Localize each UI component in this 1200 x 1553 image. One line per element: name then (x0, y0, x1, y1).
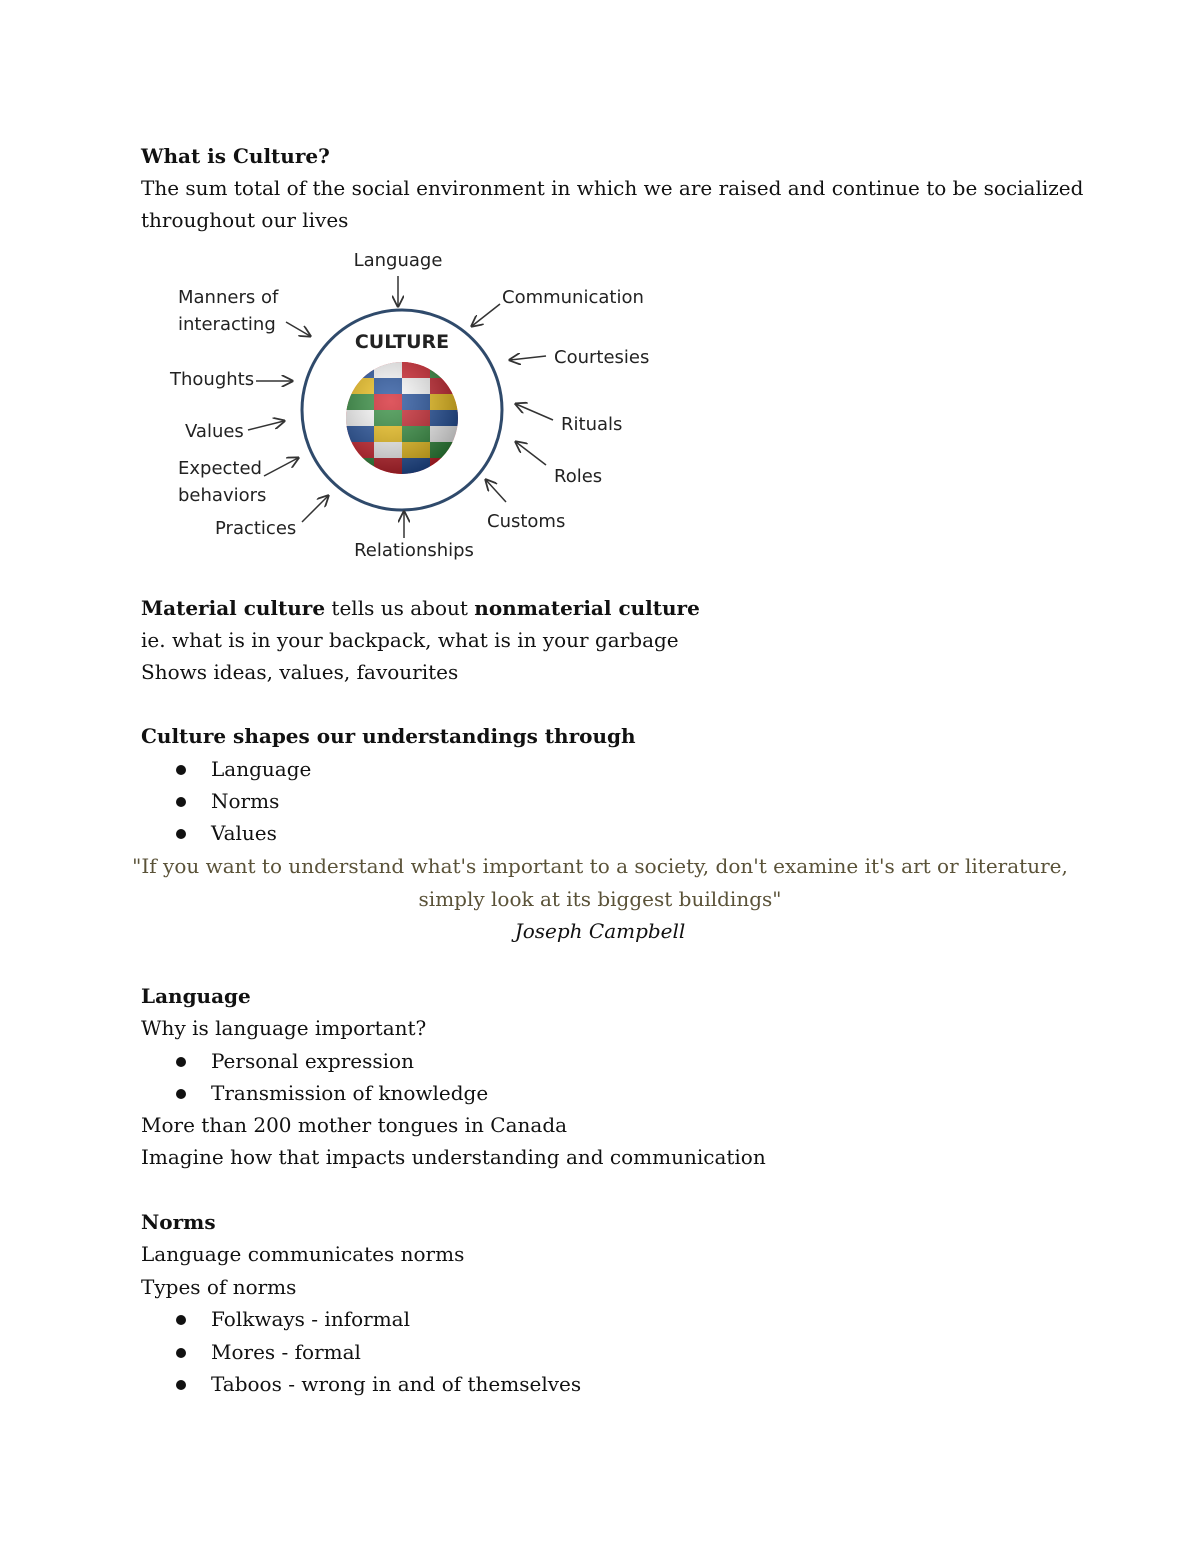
label-manners-1: Manners of (178, 287, 279, 308)
bullet-icon (176, 765, 186, 775)
list-item: Taboos - wrong in and of themselves (211, 1372, 582, 1396)
arrow-values (248, 421, 284, 430)
label-manners-2: interacting (178, 314, 276, 335)
label-roles: Roles (554, 466, 603, 487)
label-thoughts: Thoughts (170, 369, 255, 390)
language-heading: Language (141, 984, 251, 1008)
definition-line-1: The sum total of the social environment in which we are raised and continue to be socialized (141, 176, 1084, 200)
norms-line-1: Language communicates norms (141, 1242, 465, 1266)
arrow-manners (286, 322, 310, 336)
bullet-icon (176, 829, 186, 839)
label-practices: Practices (215, 518, 297, 539)
list-item: Norms (211, 789, 280, 813)
list-item: Mores - formal (211, 1340, 361, 1364)
language-line-2: Imagine how that impacts understanding and communication (141, 1145, 766, 1169)
arrow-communication (472, 304, 500, 326)
flags-globe-image (346, 362, 458, 474)
section-heading-what-is-culture: What is Culture? (141, 144, 330, 168)
label-language: Language (353, 250, 443, 271)
culture-diagram (160, 240, 660, 570)
bullet-icon (176, 1380, 186, 1390)
arrow-customs (486, 480, 506, 502)
quote-line-1: "If you want to understand what's important to a society, don't examine it's art or literature, (132, 854, 1068, 878)
material-culture-heading (141, 592, 700, 624)
material-culture-mid: tells us about (325, 596, 475, 620)
list-item: Folkways - informal (211, 1307, 410, 1331)
nonmaterial-culture-term: nonmaterial culture (474, 596, 700, 620)
list-item: Language (211, 757, 312, 781)
label-courtesies: Courtesies (554, 347, 650, 368)
arrow-rituals (516, 404, 553, 420)
arrow-roles (516, 442, 546, 465)
list-item: Personal expression (211, 1049, 414, 1073)
label-rituals: Rituals (561, 414, 623, 435)
material-culture-line-2: Shows ideas, values, favourites (141, 660, 459, 684)
arrow-practices (302, 496, 328, 522)
arrow-courtesies (510, 356, 546, 360)
center-label: CULTURE (354, 331, 450, 353)
list-item: Transmission of knowledge (211, 1081, 489, 1105)
bullet-icon (176, 1348, 186, 1358)
bullet-icon (176, 1057, 186, 1067)
label-customs: Customs (487, 511, 566, 532)
list-item: Values (211, 821, 277, 845)
label-relationships: Relationships (354, 540, 474, 561)
material-culture-term: Material culture (141, 596, 326, 620)
label-expected-1: Expected (178, 458, 262, 479)
language-question: Why is language important? (141, 1016, 427, 1040)
label-values: Values (185, 421, 244, 442)
arrow-expected (264, 458, 298, 476)
quote-line-2: simply look at its biggest buildings" (418, 887, 782, 911)
label-expected-2: behaviors (178, 485, 267, 506)
norms-line-2: Types of norms (141, 1275, 297, 1299)
material-culture-line-1: ie. what is in your backpack, what is in your garbage (141, 628, 679, 652)
culture-shapes-heading: Culture shapes our understandings through (141, 724, 636, 748)
bullet-icon (176, 797, 186, 807)
bullet-icon (176, 1089, 186, 1099)
quote-author: Joseph Campbell (514, 919, 686, 943)
label-communication: Communication (502, 287, 644, 308)
language-line-1: More than 200 mother tongues in Canada (141, 1113, 568, 1137)
norms-heading: Norms (141, 1210, 216, 1234)
bullet-icon (176, 1315, 186, 1325)
definition-line-2: throughout our lives (141, 208, 349, 232)
